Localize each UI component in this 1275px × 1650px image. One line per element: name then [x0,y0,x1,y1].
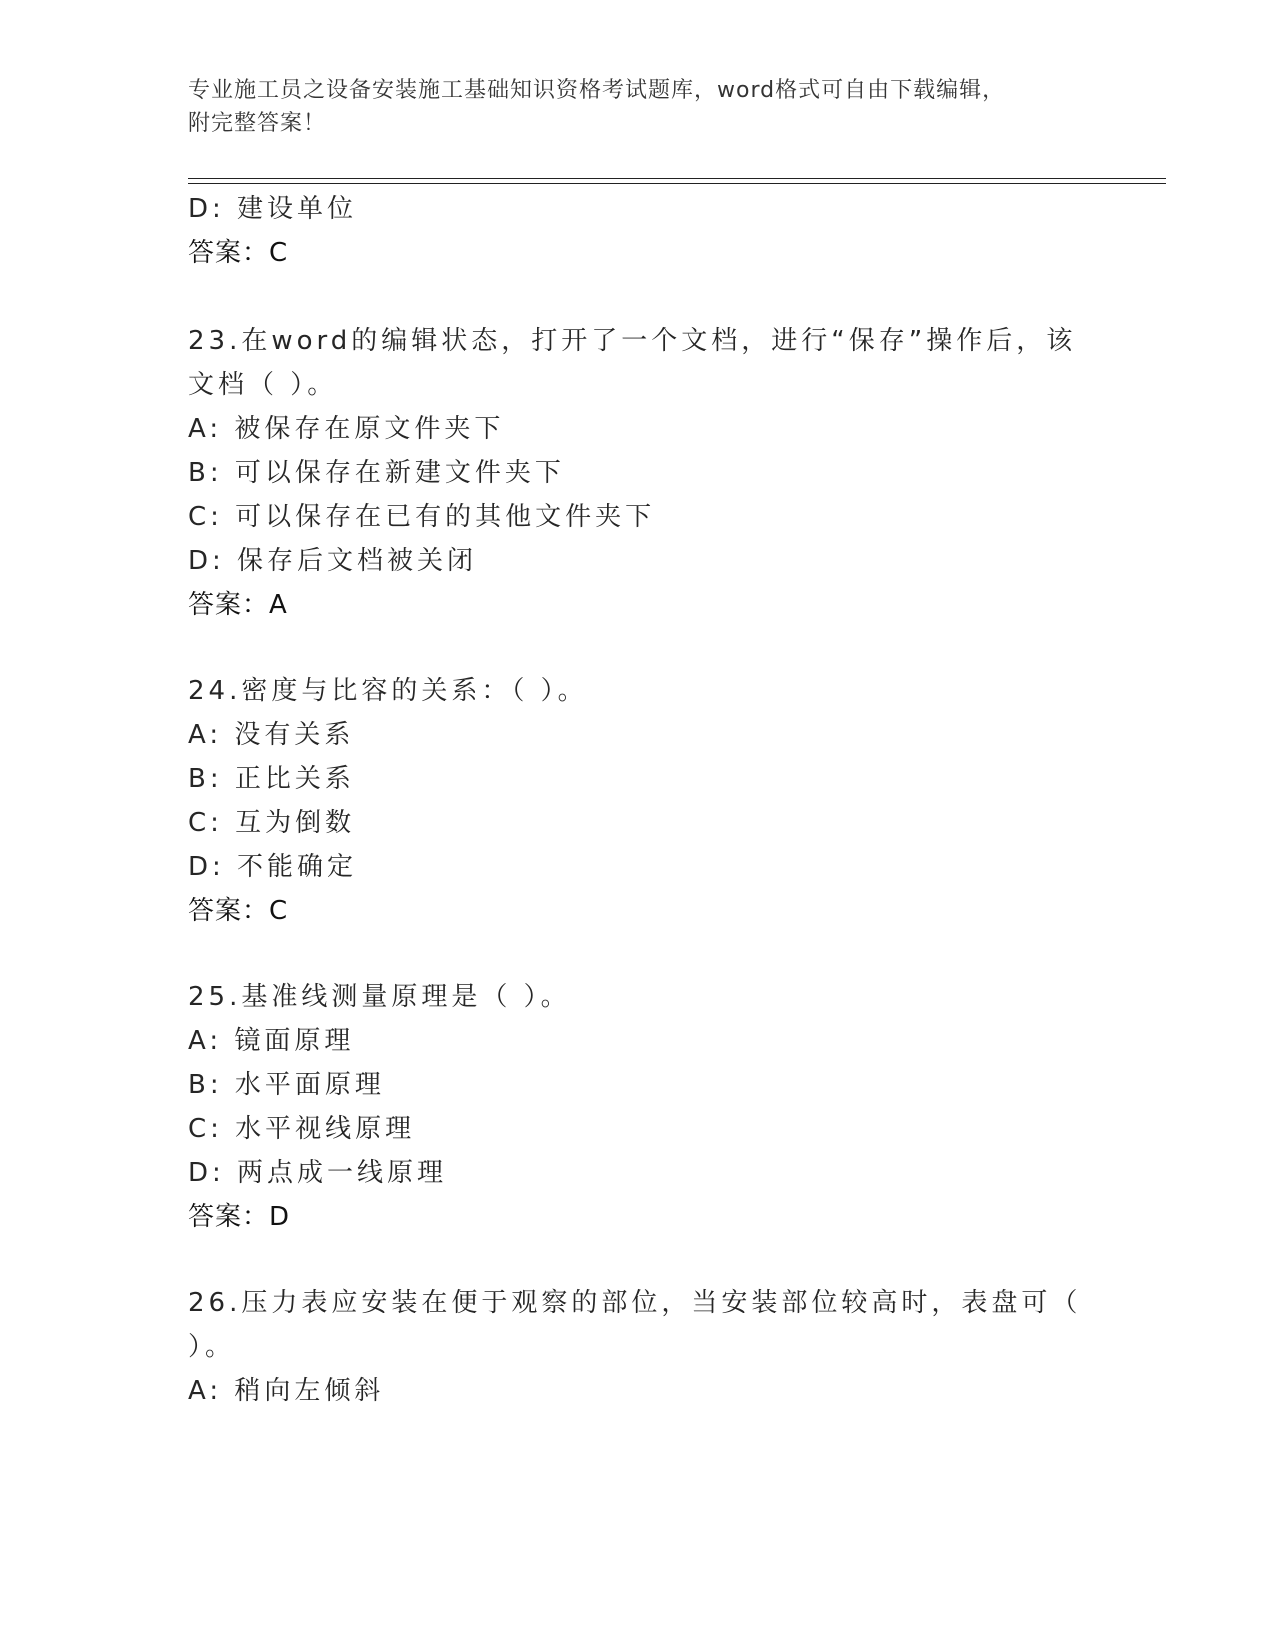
q25-option-c: C: 水平视线原理 [188,1114,416,1144]
q24-stem-line-1: 24.密度与比容的关系：（ ）。 [188,676,588,706]
q25-stem-line-1: 25.基准线测量原理是（ ）。 [188,982,571,1012]
header-line-2: 附完整答案！ [188,111,327,136]
q26-stem-line-2: ）。 [188,1332,236,1362]
q23-stem-line-2: 文档（ ）。 [188,370,338,400]
q25-option-a: A: 镜面原理 [188,1026,355,1056]
q23-option-c: C: 可以保存在已有的其他文件夹下 [188,502,656,532]
document-header [188,74,1068,140]
prev-option-d: D: 建设单位 [188,194,358,224]
q24-answer: 答案：C [188,896,289,926]
q24-option-b: B: 正比关系 [188,764,355,794]
q26-option-a: A: 稍向左倾斜 [188,1376,385,1406]
q23-stem-line-1: 23.在word的编辑状态，打开了一个文档，进行“保存”操作后，该 [188,326,1077,356]
header-divider-top [188,178,1166,179]
q24-option-c: C: 互为倒数 [188,808,356,838]
q26-stem-line-1: 26.压力表应安装在便于观察的部位，当安装部位较高时，表盘可（ [188,1288,1082,1318]
header-line-1: 专业施工员之设备安装施工基础知识资格考试题库，word格式可自由下载编辑， [188,78,1006,103]
header-divider-bottom [188,183,1166,184]
q25-option-d: D: 两点成一线原理 [188,1158,448,1188]
prev-answer: 答案：C [188,238,289,268]
q23-option-a: A: 被保存在原文件夹下 [188,414,505,444]
q23-option-d: D: 保存后文档被关闭 [188,546,478,576]
q25-option-b: B: 水平面原理 [188,1070,385,1100]
q24-option-d: D: 不能确定 [188,852,358,882]
q25-answer: 答案：D [188,1202,291,1232]
q24-option-a: A: 没有关系 [188,720,355,750]
q23-answer: 答案：A [188,590,288,620]
q23-option-b: B: 可以保存在新建文件夹下 [188,458,565,488]
